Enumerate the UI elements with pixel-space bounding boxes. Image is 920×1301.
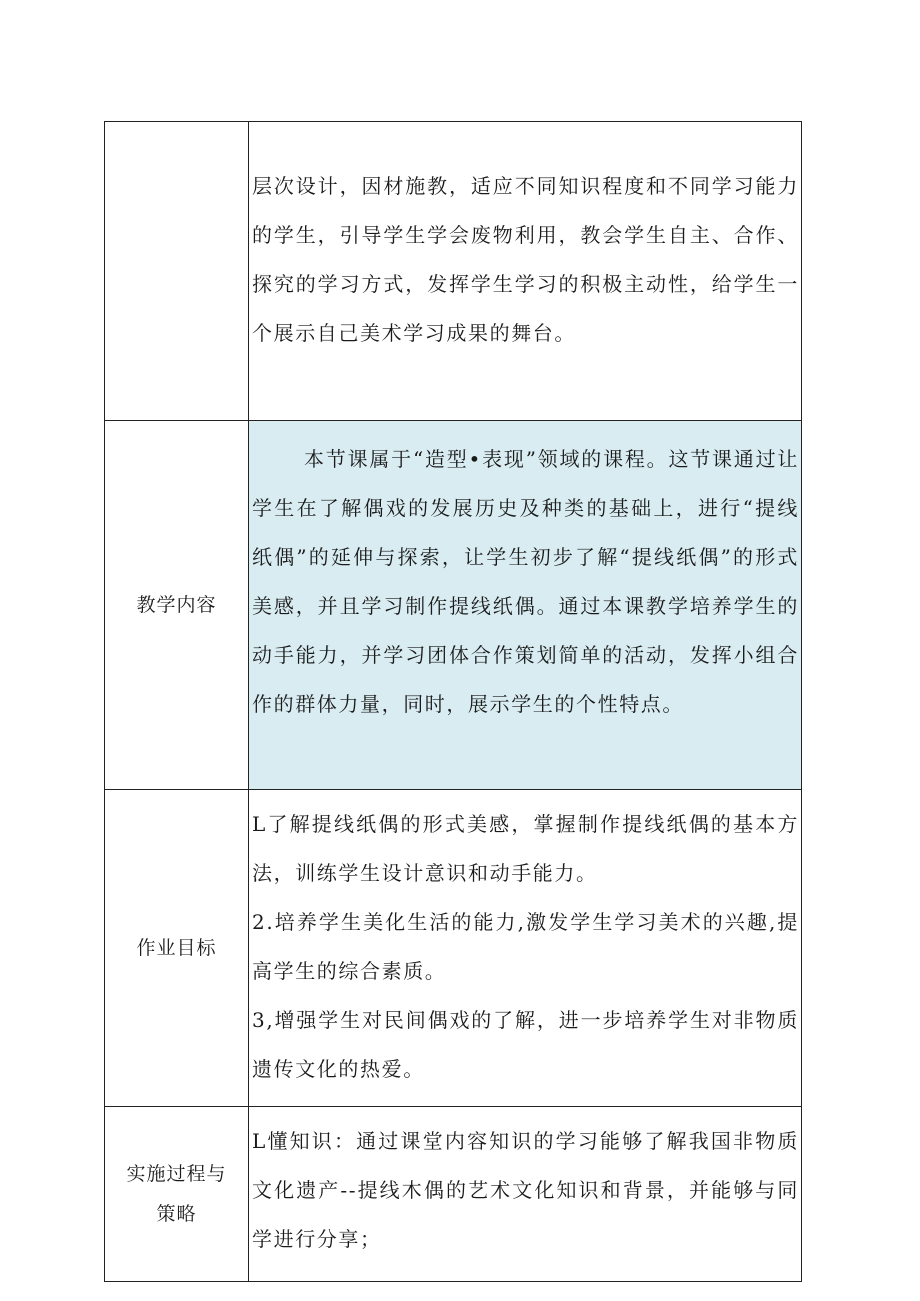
table-row-teaching-content	[105, 421, 802, 790]
row-content-homework-goals	[249, 790, 802, 1107]
design-paragraph: 层次设计，因材施教，适应不同知识程度和不同学习能力的学生，引导学生学会废物利用，教会学生自主、合作、探究的学习方式，发挥学生学习的积极主动性，给学生一个展示自己美术学习成果的舞台。	[252, 174, 799, 345]
row-content-implementation	[249, 1107, 802, 1282]
row-label-teaching-content: 教学内容	[105, 421, 249, 790]
row-label-implementation-line1: 实施过程与	[126, 1163, 227, 1185]
row-content-design	[249, 122, 802, 421]
row-label-homework-goals: 作业目标	[105, 790, 249, 1107]
goal-item-2: 2.培养学生美化生活的能力,激发学生学习美术的兴趣,提高学生的综合素质。	[252, 910, 799, 983]
table-row-homework-goals	[105, 790, 802, 1107]
teaching-content-paragraph: 本节课属于“造型•表现”领域的课程。这节课通过让学生在了解偶戏的发展历史及种类的基础上，进行“提线纸偶”的延伸与探索，让学生初步了解“提线纸偶”的形式美感，并且学习制作提线纸偶。通过本课教学培养学生的动手能力，并学习团体合作策划简单的活动，发挥小组合作的群体力量，同时，展示学生的个性特点。	[252, 447, 799, 716]
implementation-item-1: L懂知识：通过课堂内容知识的学习能够了解我国非物质文化遗产--提线木偶的艺术文化知识和背景，并能够与同学进行分享；	[252, 1129, 799, 1251]
table-row-design	[105, 122, 802, 421]
lesson-plan-table	[104, 121, 802, 1282]
row-label-empty	[105, 122, 249, 421]
row-label-implementation	[105, 1107, 249, 1282]
table-row-implementation	[105, 1107, 802, 1282]
row-label-implementation-line2: 策略	[156, 1203, 197, 1225]
goal-item-1: L了解提线纸偶的形式美感，掌握制作提线纸偶的基本方法，训练学生设计意识和动手能力。	[252, 812, 799, 885]
row-content-teaching-content	[249, 421, 802, 790]
goal-item-3: 3,增强学生对民间偶戏的了解，进一步培养学生对非物质遗传文化的热爱。	[252, 1008, 799, 1081]
